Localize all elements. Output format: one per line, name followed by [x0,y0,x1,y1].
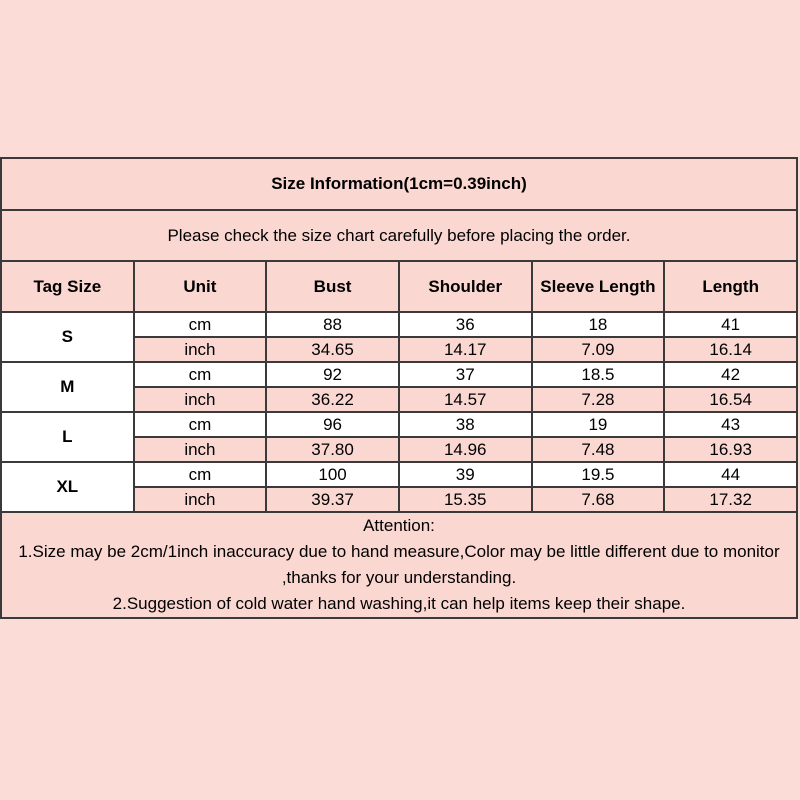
length-xl-cm: 44 [664,462,797,487]
bust-s-inch: 34.65 [266,337,399,362]
shoulder-s-cm: 36 [399,312,532,337]
unit-cell-l-inch: inch [134,437,267,462]
shoulder-l-cm: 38 [399,412,532,437]
header-row [1,261,797,312]
length-l-inch: 16.93 [664,437,797,462]
length-l-cm: 43 [664,412,797,437]
column-header-bust: Bust [266,261,399,312]
shoulder-s-inch: 14.17 [399,337,532,362]
unit-cell-xl-inch: inch [134,487,267,512]
tag-size-m: M [1,362,134,412]
row-m-cm [1,362,797,387]
shoulder-xl-cm: 39 [399,462,532,487]
size-chart-table [0,157,798,619]
unit-cell-l-cm: cm [134,412,267,437]
sleeve-m-inch: 7.28 [532,387,665,412]
shoulder-xl-inch: 15.35 [399,487,532,512]
table-subtitle: Please check the size chart carefully before placing the order. [1,210,797,261]
length-m-inch: 16.54 [664,387,797,412]
tag-size-s: S [1,312,134,362]
length-s-cm: 41 [664,312,797,337]
bust-m-cm: 92 [266,362,399,387]
bust-l-cm: 96 [266,412,399,437]
length-s-inch: 16.14 [664,337,797,362]
bust-xl-cm: 100 [266,462,399,487]
column-header-shoulder: Shoulder [399,261,532,312]
column-header-sleeve-length: Sleeve Length [532,261,665,312]
bust-l-inch: 37.80 [266,437,399,462]
row-s-cm [1,312,797,337]
sleeve-s-inch: 7.09 [532,337,665,362]
tag-size-l: L [1,412,134,462]
sleeve-xl-inch: 7.68 [532,487,665,512]
subtitle-row [1,210,797,261]
sleeve-l-cm: 19 [532,412,665,437]
unit-cell-xl-cm: cm [134,462,267,487]
shoulder-m-cm: 37 [399,362,532,387]
sleeve-s-cm: 18 [532,312,665,337]
title-row [1,158,797,210]
bust-m-inch: 36.22 [266,387,399,412]
unit-cell-m-cm: cm [134,362,267,387]
bust-s-cm: 88 [266,312,399,337]
sleeve-l-inch: 7.48 [532,437,665,462]
attention-block [1,512,797,618]
shoulder-m-inch: 14.57 [399,387,532,412]
unit-cell-s-inch: inch [134,337,267,362]
column-header-unit: Unit [134,261,267,312]
tag-size-xl: XL [1,462,134,512]
length-xl-inch: 17.32 [664,487,797,512]
sleeve-m-cm: 18.5 [532,362,665,387]
row-l-cm [1,412,797,437]
row-xl-cm [1,462,797,487]
attention-note-1: 1.Size may be 2cm/1inch inaccuracy due to hand measure,Color may be little different due to monitor ,thanks for your understanding. [18,542,780,587]
bust-xl-inch: 39.37 [266,487,399,512]
unit-cell-s-cm: cm [134,312,267,337]
table-title: Size Information(1cm=0.39inch) [1,158,797,210]
length-m-cm: 42 [664,362,797,387]
column-header-tag-size: Tag Size [1,261,134,312]
attention-title: Attention: [363,516,435,535]
attention-note-2: 2.Suggestion of cold water hand washing,it can help items keep their shape. [112,594,686,613]
column-header-length: Length [664,261,797,312]
shoulder-l-inch: 14.96 [399,437,532,462]
sleeve-xl-cm: 19.5 [532,462,665,487]
attention-row [1,512,797,618]
unit-cell-m-inch: inch [134,387,267,412]
